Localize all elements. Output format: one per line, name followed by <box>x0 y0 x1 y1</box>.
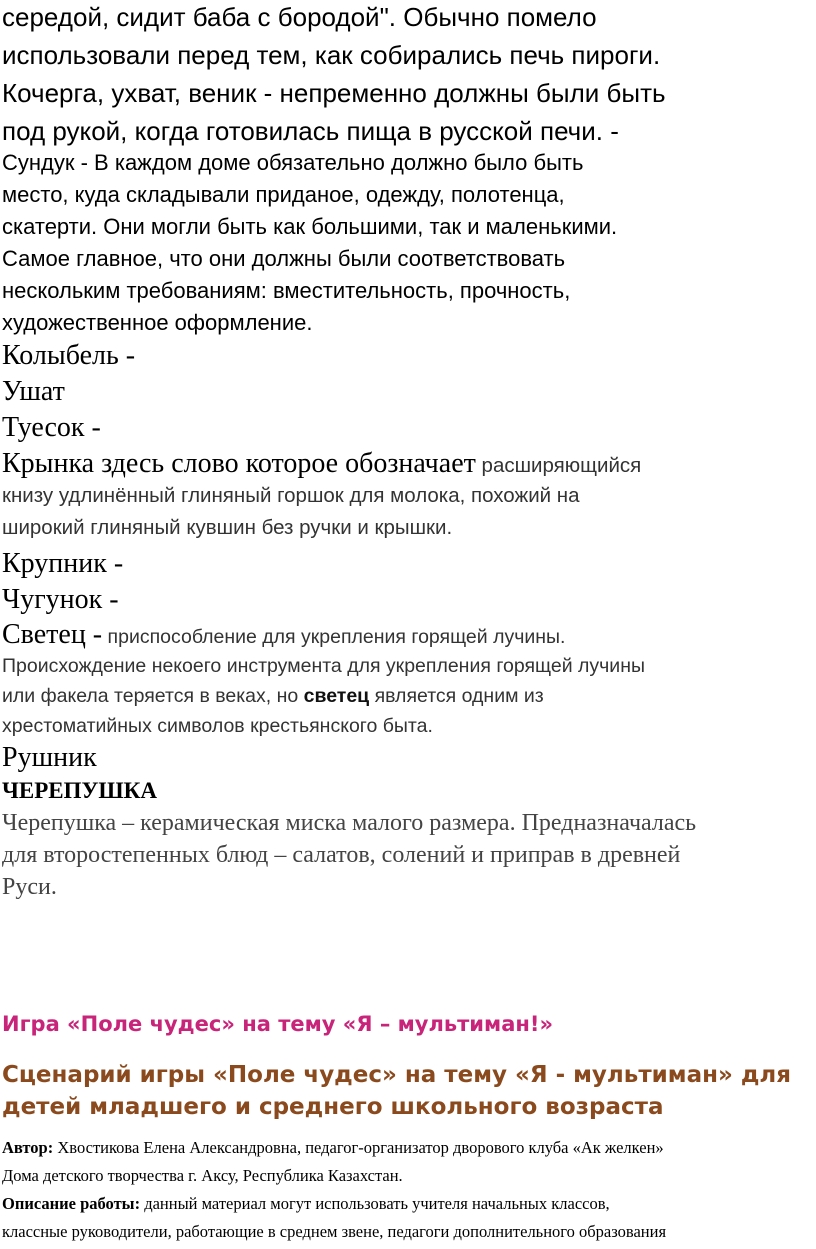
term-ushat: Ушат <box>2 376 65 407</box>
description-line <box>2 1194 610 1214</box>
term-rushnik: Рушник <box>2 742 97 773</box>
text-line: широкий глиняный кувшин без ручки и крышки. <box>2 516 453 539</box>
cherepushka-heading: ЧЕРЕПУШКА <box>2 778 157 803</box>
author-text: Хвостикова Елена Александровна, педагог-организатор дворового клуба «Ак желкен» <box>53 1138 664 1157</box>
text-line: художественное оформление. <box>2 310 313 335</box>
text-line: Черепушка – керамическая миска малого размера. Предназначалась <box>2 810 697 836</box>
term-kolybel: Колыбель - <box>2 340 136 371</box>
text-line: использовали перед тем, как собирались печь пироги. <box>2 40 661 70</box>
term-tuesok: Туесок - <box>2 412 101 443</box>
term-krupnik: Крупник - <box>2 548 124 579</box>
text-line: под рукой, когда готовилась пища в русской печи. - <box>2 116 619 146</box>
text-line: для второстепенных блюд – салатов, солений и приправ в древней <box>2 842 681 868</box>
description-text: данный материал могут использовать учителя начальных классов, <box>140 1194 610 1213</box>
text-span: или факела теряется в веках, но <box>2 685 304 707</box>
text-line: Самое главное, что они должны были соответствовать <box>2 246 566 271</box>
text-line: Кочерга, ухват, веник - непременно должны были быть <box>2 78 666 108</box>
text-line: Сундук - В каждом доме обязательно должно было быть <box>2 150 584 175</box>
text-line: Руси. <box>2 874 57 900</box>
text-line: место, куда складывали приданое, одежду, полотенца, <box>2 182 565 207</box>
text-line: середой, сидит баба с бородой". Обычно помело <box>2 2 597 32</box>
svetets-bold: светец <box>303 685 370 707</box>
text-line: Дома детского творчества г. Аксу, Республика Казахстан. <box>2 1166 403 1185</box>
term-svetets-label: Светец - <box>2 619 103 650</box>
text-line: книзу удлинённый глиняный горшок для молока, похожий на <box>2 484 580 507</box>
term-chugunok: Чугунок - <box>2 584 119 615</box>
game-title: Игра «Поле чудес» на тему «Я – мультиман!» <box>2 1012 554 1036</box>
text-line: хрестоматийных символов крестьянского быта. <box>2 715 433 737</box>
scenario-title: Сценарий игры «Поле чудес» на тему «Я - мультиман» для <box>2 1062 792 1088</box>
author-label: Автор: <box>2 1138 54 1157</box>
text-line: нескольким требованиям: вместительность, прочность, <box>2 278 571 303</box>
author-line <box>2 1138 664 1158</box>
term-svetets <box>2 619 565 651</box>
text-line: классные руководители, работающие в среднем звене, педагоги дополнительного образования <box>2 1222 667 1241</box>
term-krynka-def: расширяющийся <box>475 454 642 477</box>
text-line <box>2 685 544 708</box>
scenario-title: детей младшего и среднего школьного возраста <box>2 1094 664 1120</box>
text-line: Происхождение некоего инструмента для укрепления горящей лучины <box>2 655 645 677</box>
description-label: Описание работы: <box>2 1194 141 1213</box>
term-krynka <box>2 448 641 480</box>
term-krynka-label: Крынка здесь слово которое обозначает <box>2 448 476 479</box>
text-line: скатерти. Они могли быть как большими, так и маленькими. <box>2 214 618 239</box>
text-span: является одним из <box>369 685 544 707</box>
term-svetets-def: приспособление для укрепления горящей лучины. <box>102 626 566 648</box>
